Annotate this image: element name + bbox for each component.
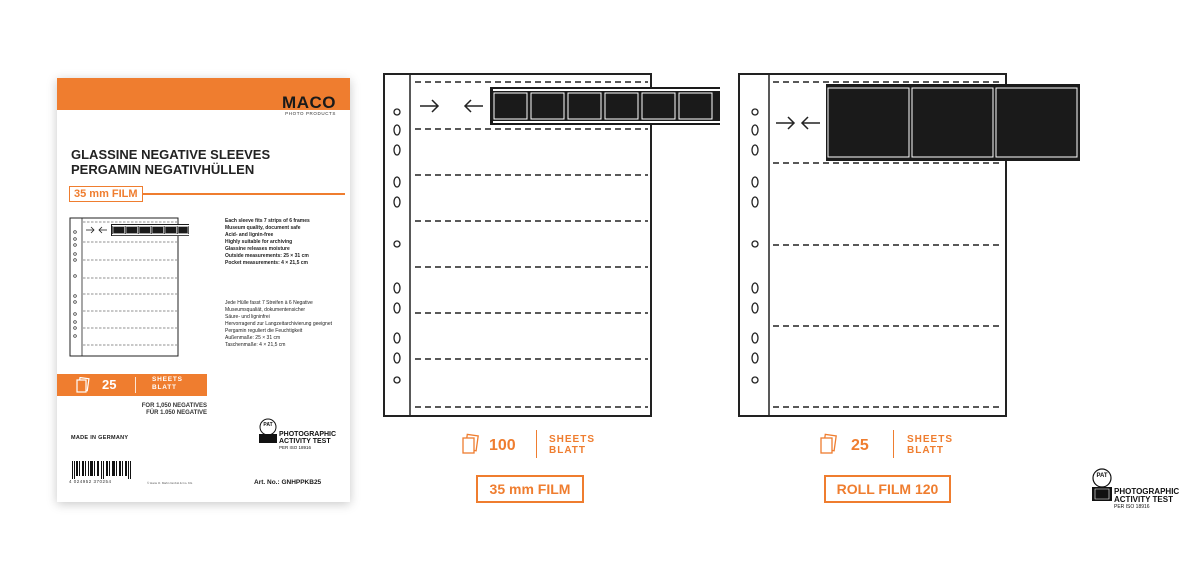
package-title-de: PERGAMIN NEGATIVHÜLLEN <box>71 162 255 177</box>
package-film-label: 35 mm FILM <box>69 186 143 202</box>
film-strip-120 <box>826 84 1080 161</box>
pat-badge-text: PAT <box>1096 473 1108 479</box>
barcode-number: 4 024952 370254 <box>69 479 112 484</box>
barcode <box>70 461 134 479</box>
sleeve-120-diagram <box>738 70 1083 420</box>
made-in-label: MADE IN GERMANY <box>71 435 129 441</box>
count-divider <box>135 377 136 393</box>
feature-item: Pergamin reguliert die Feuchtigkeit <box>225 328 303 334</box>
count-divider <box>536 430 537 458</box>
pat-line1: PHOTOGRAPHIC <box>1114 487 1180 496</box>
feature-item: Jede Hülle fasst 7 Streifen à 6 Negative <box>225 300 313 306</box>
film-type-label-120: ROLL FILM 120 <box>824 475 951 503</box>
feature-item: Museum quality, document safe <box>225 225 301 231</box>
brand-logo <box>282 94 336 117</box>
sheet-count-unit-120 <box>907 434 953 456</box>
article-number: Art. No.: GNHPPKB25 <box>254 479 322 486</box>
sheets-icon <box>75 377 91 393</box>
pat-text <box>279 431 350 451</box>
film-label-rule <box>135 193 345 195</box>
sheet-count-unit-35mm <box>549 434 595 456</box>
feature-item: Outside measurements: 25 × 31 cm <box>225 253 309 259</box>
feature-item: Museumsqualiät, dokumentensicher <box>225 307 306 313</box>
sheet-count-120: 25 <box>851 437 869 454</box>
pat-badge-text: PAT <box>263 422 273 428</box>
sheets-icon <box>460 433 482 455</box>
film-strip-35mm <box>490 87 720 125</box>
pat-logo <box>1090 467 1190 517</box>
film-type-label-35mm: 35 mm FILM <box>476 475 584 503</box>
feature-item: Säure- und ligninfrei <box>225 314 270 320</box>
feature-item: Each sleeve fits 7 strips of 6 frames <box>225 218 310 224</box>
unit-de: BLATT <box>907 445 945 456</box>
feature-item: Pocket measurements: 4 × 21,5 cm <box>225 260 308 266</box>
feature-item: Glassine releases moisture <box>225 246 290 252</box>
negatives-capacity-de: FÜR 1.050 NEGATIVE <box>146 410 207 416</box>
count-divider <box>893 430 894 458</box>
package-card <box>57 78 350 502</box>
package-title-en: GLASSINE NEGATIVE SLEEVES <box>71 147 271 162</box>
unit-en: SHEETS <box>907 434 954 445</box>
sheet-count-unit <box>152 376 183 392</box>
sheet-count: 25 <box>102 377 117 392</box>
unit-en: SHEETS <box>152 376 183 383</box>
pat-line3: PER ISO 18916 <box>279 445 312 450</box>
pat-line2: ACTIVITY TEST <box>1114 495 1173 504</box>
sheets-icon <box>818 433 840 455</box>
pat-badge-icon <box>1090 467 1114 505</box>
unit-en: SHEETS <box>549 434 596 445</box>
feature-item: Highly suitable for archiving <box>225 239 293 245</box>
feature-item: Außenmaße: 25 × 31 cm <box>225 335 281 341</box>
feature-item: Acid- and lignin-free <box>225 232 274 238</box>
sleeve-35mm-diagram <box>383 70 723 420</box>
pat-line2: ACTIVITY TEST <box>279 438 331 445</box>
pat-line1: PHOTOGRAPHIC <box>279 431 337 438</box>
unit-de: BLATT <box>549 445 587 456</box>
features-list-en <box>225 218 345 267</box>
pat-text <box>1114 488 1190 510</box>
feature-item: Hervorragend zur Langzeitarchivierung geeignet <box>225 321 333 327</box>
features-list-de <box>225 300 345 349</box>
brand-name: MACO <box>282 93 336 112</box>
sheet-count-35mm: 100 <box>489 437 516 454</box>
brand-subtitle: PHOTO PRODUCTS <box>285 111 336 116</box>
pat-badge-icon <box>257 418 279 444</box>
package-sleeve-illustration <box>69 214 219 360</box>
unit-de: BLATT <box>152 384 177 391</box>
pat-line3: PER ISO 18916 <box>1114 504 1150 510</box>
copyright: © Hans O. Mahn GmbH & Co. KG <box>147 481 193 485</box>
feature-item: Taschenmaße: 4 × 21,5 cm <box>225 342 286 348</box>
negatives-capacity-en: FOR 1,050 NEGATIVES <box>141 403 207 409</box>
